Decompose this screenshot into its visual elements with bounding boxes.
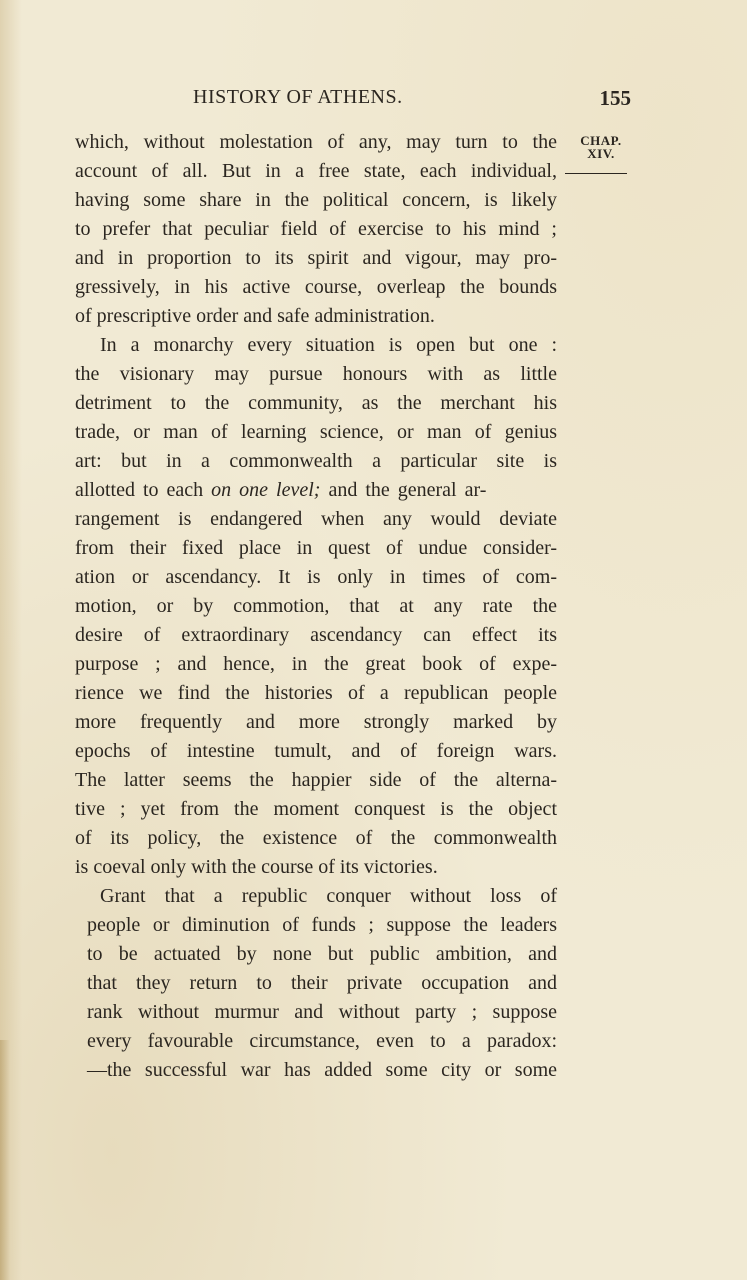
chapter-margin-note bbox=[576, 134, 626, 160]
text-line: In a monarchy every situation is open but one : bbox=[100, 334, 557, 356]
italic-phrase: on one level; bbox=[211, 479, 321, 501]
text-line: rank without murmur and without party ; suppose bbox=[87, 1001, 557, 1023]
chapter-label: CHAP. bbox=[580, 133, 622, 148]
text-line: —the successful war has added some city or some bbox=[87, 1059, 557, 1081]
text-line: which, without molestation of any, may turn to the bbox=[75, 131, 557, 153]
text-line: to prefer that peculiar field of exercise to his mind ; bbox=[75, 218, 557, 240]
text-line: desire of extraordinary ascendancy can effect its bbox=[75, 624, 557, 646]
text-line: tive ; yet from the moment conquest is the object bbox=[75, 798, 557, 820]
text-line: more frequently and more strongly marked by bbox=[75, 711, 557, 733]
text-line: rangement is endangered when any would deviate bbox=[75, 508, 557, 530]
body-text bbox=[75, 128, 557, 1085]
text-line: purpose ; and hence, in the great book of expe- bbox=[75, 653, 557, 675]
text-line: account of all. But in a free state, each individual, bbox=[75, 160, 557, 182]
text-line: ation or ascendancy. It is only in times of com- bbox=[75, 566, 557, 588]
text-line: of its policy, the existence of the commonwealth bbox=[75, 827, 557, 849]
text-line: the visionary may pursue honours with as little bbox=[75, 363, 557, 385]
text-line: every favourable circumstance, even to a paradox: bbox=[87, 1030, 557, 1052]
chapter-number: XIV. bbox=[587, 146, 615, 161]
text-line: to be actuated by none but public ambition, and bbox=[87, 943, 557, 965]
page-number: 155 bbox=[599, 86, 631, 110]
text-line: and in proportion to its spirit and vigour, may pro- bbox=[75, 247, 557, 269]
text-line: The latter seems the happier side of the alterna- bbox=[75, 769, 557, 791]
text-line: people or diminution of funds ; suppose the leaders bbox=[87, 914, 557, 936]
text-line: of prescriptive order and safe administration. bbox=[75, 305, 435, 327]
text-line bbox=[75, 476, 557, 505]
text-line: from their fixed place in quest of undue consider- bbox=[75, 537, 557, 559]
text-segment: and the general ar- bbox=[320, 479, 487, 501]
text-line: art: but in a commonwealth a particular site is bbox=[75, 450, 557, 472]
text-segment: allotted to each bbox=[75, 479, 212, 501]
running-head bbox=[75, 84, 631, 114]
text-line: having some share in the political concern, is likely bbox=[75, 189, 557, 211]
text-line: detriment to the community, as the merchant his bbox=[75, 392, 557, 414]
text-line: epochs of intestine tumult, and of foreign wars. bbox=[75, 740, 557, 762]
text-line: is coeval only with the course of its victories. bbox=[75, 856, 438, 878]
text-line: Grant that a republic conquer without loss of bbox=[100, 885, 557, 907]
text-line: gressively, in his active course, overleap the bounds bbox=[75, 276, 557, 298]
text-line: trade, or man of learning science, or man of genius bbox=[75, 421, 557, 443]
text-line: that they return to their private occupation and bbox=[87, 972, 557, 994]
running-title: HISTORY OF ATHENS. bbox=[193, 86, 403, 108]
margin-rule bbox=[565, 173, 627, 174]
text-line: rience we find the histories of a republican people bbox=[75, 682, 557, 704]
page-edge-stain bbox=[0, 1040, 10, 1280]
text-line: motion, or by commotion, that at any rate the bbox=[75, 595, 557, 617]
